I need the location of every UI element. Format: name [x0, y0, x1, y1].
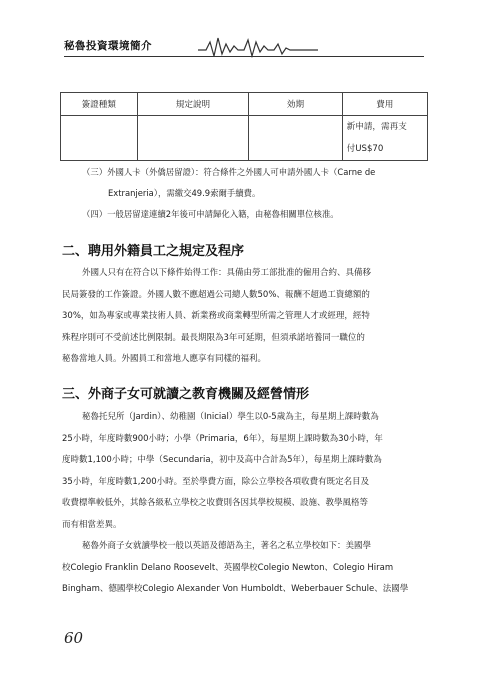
- table-cell-fee: [342, 116, 427, 161]
- body-line: 外國人只有在符合以下條件始得工作：具備由勞工部批准的僱用合約、具備移: [82, 268, 372, 278]
- body-line: 35小時，年度時數1,200小時。至於學費方面，除公立學校各項收費有既定名目及: [62, 476, 370, 487]
- table-cell: [249, 116, 342, 161]
- section-heading-2: 二、聘用外籍員工之規定及程序: [62, 244, 245, 259]
- table-header-cell: 効期: [249, 93, 342, 116]
- visa-fee-table: [60, 92, 428, 161]
- page-number: 60: [64, 629, 84, 647]
- body-line: 而有相當差異。: [62, 519, 122, 530]
- fee-line-2: 付US$70: [346, 144, 384, 154]
- table-cell: [137, 116, 249, 161]
- table-header-cell: 簽證種類: [61, 93, 138, 116]
- body-line: 秘魯托兒所（Jardin）、幼稚園（Inicial）學生以0-5歲為主，每星期上課時數為: [82, 412, 379, 422]
- body-line: Bingham、德國學校Colegio Alexander Von Humboldt、Weberbauer Schule、法國學: [62, 584, 409, 594]
- body-line: 秘魯當地人員。外國員工和當地人應享有同樣的福利。: [62, 354, 267, 364]
- table-cell: [61, 116, 138, 161]
- item-3-line-1: （三）外國人卡（外僑居留證）：符合條件之外國人可申請外國人卡（Carne de: [82, 167, 376, 177]
- body-line: 民局簽發的工作簽證。外國人數不應超過公司總人數50%、報酬不超過工資總額的: [62, 289, 370, 300]
- table-header-row: [61, 93, 428, 116]
- body-line: 校Colegio Franklin Delano Roosevelt、英國學校Colegio Newton、Colegio Hiram: [62, 562, 394, 573]
- table-header-cell: 規定說明: [137, 93, 249, 116]
- running-header: [64, 36, 424, 58]
- table-row: [61, 116, 428, 161]
- heartbeat-line-icon: [198, 36, 318, 58]
- section-heading-3: 三、外商子女可就讀之教育機關及經營情形: [62, 387, 310, 402]
- body-line: 收費標準較低外，其餘各級私立學校之收費則各因其學校規模、設施、教學風格等: [62, 498, 369, 508]
- body-line: 30%，如為專家或專業技術人員、新業務或商業轉型所需之管理人才或經理，經特: [62, 311, 370, 321]
- item-4: （四）一般居留達連續2年後可申請歸化入籍，由秘魯相關單位核准。: [82, 209, 339, 219]
- body-line: 25小時，年度時數900小時；小學（Primaria，6年），每星期上課時數為30小時，年: [62, 433, 383, 444]
- body-line: 秘魯外商子女就讀學校一般以英語及德語為主，著名之私立學校如下：美國學: [82, 541, 372, 551]
- body-line: 度時數1,100小時；中學（Secundaria，初中及高中合計為5年），每星期上課時數為: [62, 455, 382, 465]
- section-3-body: [62, 407, 432, 601]
- fee-line-1: 新申請，需再支: [346, 122, 407, 132]
- table-header-cell: 費用: [342, 93, 427, 116]
- section-2-body: [62, 263, 432, 371]
- header-rule: [64, 56, 424, 57]
- body-line: 殊程序則可不受前述比例限制。最長期限為3年可延期，但須承諾培養同一職位的: [62, 332, 365, 343]
- header-title: 秘魯投資環境簡介: [64, 40, 152, 52]
- item-3-line-2: Extranjeria），需繳交49.9索爾手續費。: [108, 188, 261, 198]
